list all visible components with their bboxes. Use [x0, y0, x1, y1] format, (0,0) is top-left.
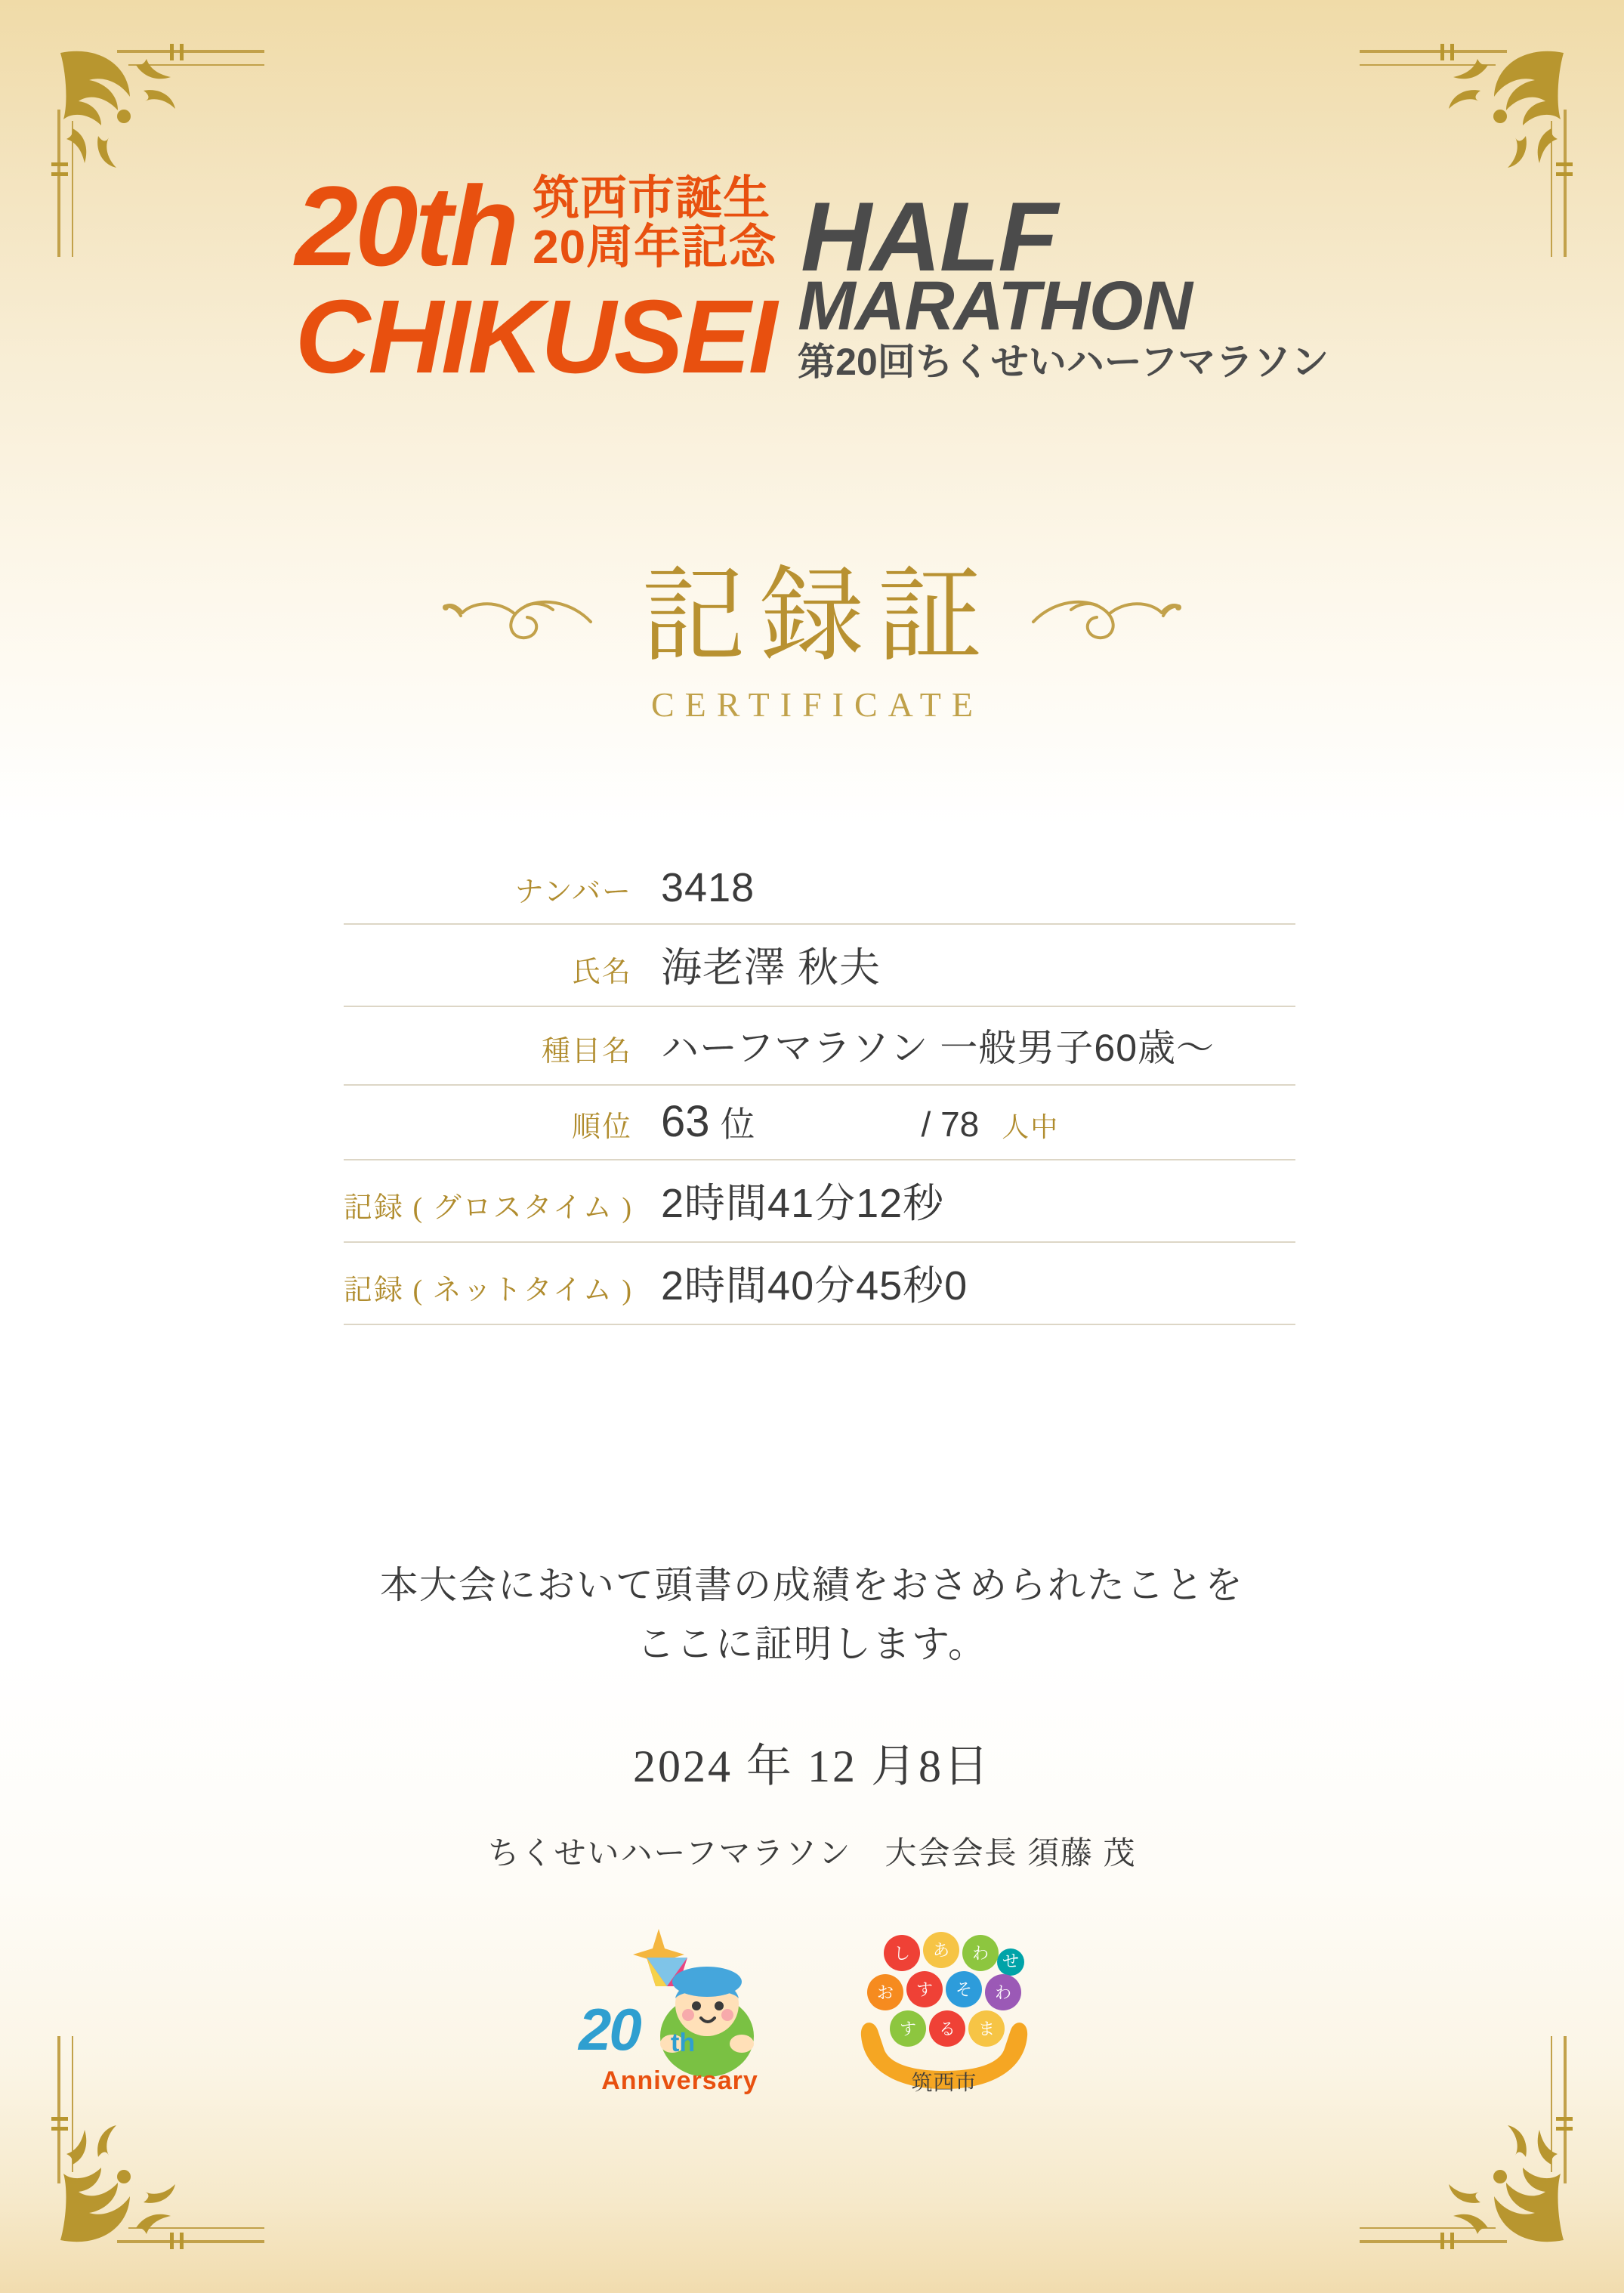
statement-line-2: ここに証明します。	[637, 1622, 987, 1665]
svg-text:す: す	[915, 1980, 934, 1999]
field-value-net-time: 2時間40分45秒0	[661, 1263, 968, 1309]
field-value-gross-time: 2時間41分12秒	[661, 1181, 945, 1226]
flourish-left-icon	[440, 583, 598, 651]
svg-text:わ: わ	[994, 1983, 1012, 2002]
anniversary-th: th	[671, 2029, 696, 2057]
table-row	[344, 854, 1295, 925]
field-unit-rank: 位	[720, 1105, 755, 1144]
table-row	[344, 1243, 1295, 1325]
svg-text:そ: そ	[955, 1980, 973, 1999]
table-row	[344, 925, 1295, 1007]
bottom-logos	[0, 1923, 1624, 2112]
city-name: 筑西市	[911, 2071, 977, 2094]
field-value-event: ハーフマラソン 一般男子60歳〜	[661, 1027, 1215, 1069]
svg-text:あ: あ	[932, 1941, 950, 1960]
table-row	[344, 1086, 1295, 1160]
field-value-rank-total: / 78	[921, 1105, 980, 1144]
logo-jp-subtitle: 第20回ちくせいハーフマラソン	[798, 340, 1329, 383]
field-label-net-time: 記録 ( ネットタイム )	[344, 1275, 634, 1306]
logo-chikusei-text: CHIKUSEI	[295, 279, 776, 396]
anniversary-number: 20	[579, 1996, 640, 2063]
svg-text:ま: ま	[977, 2020, 996, 2038]
page-title: 記録証	[641, 558, 996, 674]
svg-text:し: し	[893, 1944, 911, 1963]
certification-statement	[0, 1556, 1624, 1673]
anniversary-logo-icon	[574, 1923, 786, 2112]
svg-text:る: る	[938, 2020, 956, 2038]
logo-jp-line1: 筑西市誕生	[533, 172, 771, 224]
event-logo	[0, 162, 1624, 396]
svg-text:わ: わ	[971, 1944, 990, 1963]
flourish-right-icon	[1026, 583, 1184, 651]
logo-anniversary-text: 20th	[295, 162, 517, 290]
certificate-title-block	[0, 559, 1624, 725]
issue-date: 2024 年 12 月8日	[633, 1741, 991, 1791]
field-value-rank: 63	[661, 1097, 710, 1146]
field-value-number: 3418	[661, 865, 755, 910]
logo-marathon-text: MARATHON	[798, 267, 1192, 345]
field-label-number: ナンバー	[514, 876, 632, 908]
svg-text:お: お	[876, 1983, 894, 2002]
field-value-name: 海老澤 秋夫	[661, 945, 881, 990]
statement-line-1: 本大会において頭書の成績をおさめられたことを	[380, 1564, 1244, 1606]
field-label-gross-time: 記録 ( グロスタイム )	[344, 1192, 634, 1224]
signer-line: ちくせいハーフマラソン 大会会長 須藤 茂	[487, 1837, 1137, 1871]
logo-half-text: HALF	[801, 181, 1057, 292]
field-label-name: 氏名	[571, 956, 632, 988]
svg-text:せ: せ	[1002, 1952, 1020, 1970]
page-subtitle: CERTIFICATE	[650, 685, 984, 724]
record-table	[344, 854, 1295, 1325]
field-label-rank-total: 人中	[1002, 1112, 1060, 1142]
anniversary-word: Anniversary	[601, 2066, 758, 2095]
table-row	[344, 1007, 1295, 1086]
svg-text:す: す	[899, 2020, 917, 2038]
logo-jp-line2: 20周年記念	[533, 221, 777, 274]
city-logo-icon	[838, 1923, 1050, 2097]
table-row	[344, 1160, 1295, 1243]
field-label-rank: 順位	[571, 1111, 632, 1143]
field-label-event: 種目名	[541, 1036, 632, 1068]
